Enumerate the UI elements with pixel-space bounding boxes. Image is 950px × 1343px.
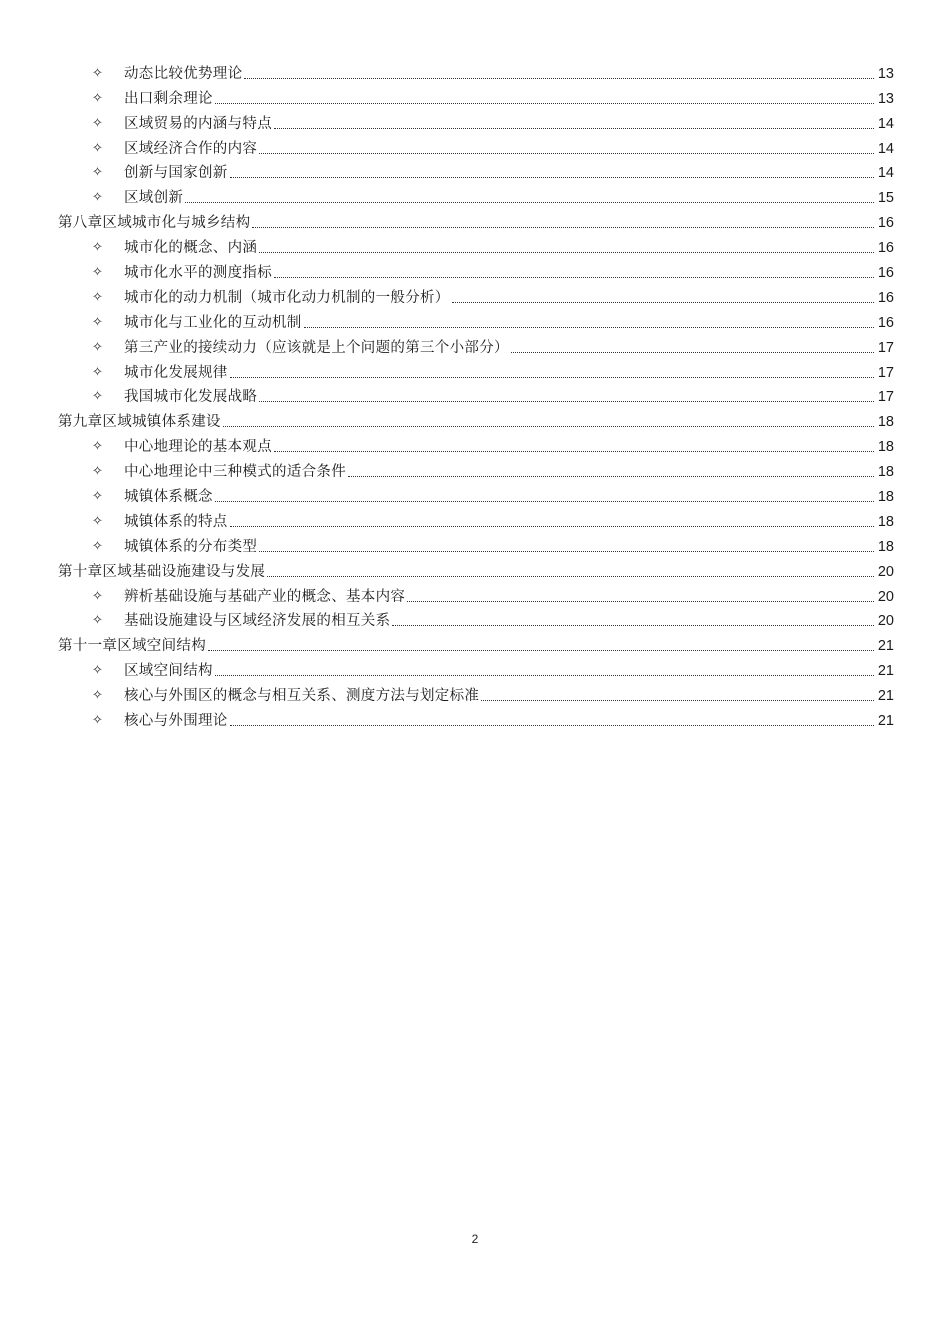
toc-entry-page-number: 20 bbox=[877, 563, 894, 580]
toc-section-entry[interactable] bbox=[58, 307, 894, 332]
toc-entry-page-number: 18 bbox=[877, 439, 894, 456]
toc-entry-page-number: 17 bbox=[877, 364, 894, 381]
diamond-star-bullet-icon: ✧ bbox=[92, 439, 103, 455]
toc-entry-page-number: 17 bbox=[877, 339, 894, 356]
toc-entry-title: 城镇体系的分布类型 bbox=[124, 538, 258, 555]
diamond-star-bullet-icon: ✧ bbox=[92, 240, 103, 256]
toc-section-entry[interactable] bbox=[58, 158, 894, 183]
dot-leader bbox=[230, 723, 874, 726]
toc-entry-page-number: 20 bbox=[877, 588, 894, 605]
toc-section-entry[interactable] bbox=[58, 182, 894, 207]
toc-section-entry[interactable] bbox=[58, 431, 894, 456]
toc-section-entry[interactable] bbox=[58, 581, 894, 606]
diamond-star-bullet-icon: ✧ bbox=[92, 65, 103, 81]
diamond-star-bullet-icon: ✧ bbox=[92, 688, 103, 704]
toc-section-entry[interactable] bbox=[58, 456, 894, 481]
dot-leader bbox=[208, 648, 874, 651]
toc-entry-page-number: 18 bbox=[877, 538, 894, 555]
dot-leader bbox=[252, 225, 874, 228]
dot-leader bbox=[348, 474, 874, 477]
diamond-star-bullet-icon: ✧ bbox=[92, 165, 103, 181]
toc-entry-title: 第十一章区域空间结构 bbox=[58, 638, 206, 655]
diamond-star-bullet-icon: ✧ bbox=[92, 140, 103, 156]
dot-leader bbox=[215, 673, 874, 676]
toc-entry-page-number: 14 bbox=[877, 140, 894, 157]
diamond-star-bullet-icon: ✧ bbox=[92, 314, 103, 330]
dot-leader bbox=[304, 325, 874, 328]
toc-entry-page-number: 16 bbox=[877, 240, 894, 257]
toc-section-entry[interactable] bbox=[58, 382, 894, 407]
toc-entry-title: 核心与外围理论 bbox=[124, 713, 228, 730]
toc-entry-title: 核心与外围区的概念与相互关系、测度方法与划定标准 bbox=[124, 688, 480, 705]
diamond-star-bullet-icon: ✧ bbox=[92, 90, 103, 106]
toc-section-entry[interactable] bbox=[58, 680, 894, 705]
toc-section-entry[interactable] bbox=[58, 531, 894, 556]
dot-leader bbox=[452, 300, 874, 303]
diamond-star-bullet-icon: ✧ bbox=[92, 364, 103, 380]
toc-entry-title: 我国城市化发展战略 bbox=[124, 389, 258, 406]
diamond-star-bullet-icon: ✧ bbox=[92, 513, 103, 529]
toc-entry-page-number: 21 bbox=[877, 713, 894, 730]
toc-section-entry[interactable] bbox=[58, 481, 894, 506]
dot-leader bbox=[267, 574, 874, 577]
toc-entry-title: 中心地理论的基本观点 bbox=[124, 439, 272, 456]
toc-entry-page-number: 18 bbox=[877, 464, 894, 481]
diamond-star-bullet-icon: ✧ bbox=[92, 613, 103, 629]
diamond-star-bullet-icon: ✧ bbox=[92, 389, 103, 405]
toc-entry-page-number: 18 bbox=[877, 414, 894, 431]
dot-leader bbox=[230, 175, 874, 178]
table-of-contents bbox=[58, 58, 894, 730]
toc-entry-title: 出口剩余理论 bbox=[124, 90, 213, 107]
diamond-star-bullet-icon: ✧ bbox=[92, 289, 103, 305]
diamond-star-bullet-icon: ✧ bbox=[92, 339, 103, 355]
toc-section-entry[interactable] bbox=[58, 108, 894, 133]
toc-entry-page-number: 16 bbox=[877, 215, 894, 232]
toc-entry-title: 第九章区域城镇体系建设 bbox=[58, 414, 221, 431]
toc-entry-title: 区域贸易的内涵与特点 bbox=[124, 115, 272, 132]
toc-section-entry[interactable] bbox=[58, 133, 894, 158]
toc-section-entry[interactable] bbox=[58, 83, 894, 108]
toc-section-entry[interactable] bbox=[58, 357, 894, 382]
diamond-star-bullet-icon: ✧ bbox=[92, 190, 103, 206]
toc-chapter-entry[interactable] bbox=[58, 556, 894, 581]
dot-leader bbox=[274, 449, 874, 452]
toc-entry-title: 第八章区域城市化与城乡结构 bbox=[58, 215, 251, 232]
toc-entry-title: 第十章区域基础设施建设与发展 bbox=[58, 563, 266, 580]
toc-section-entry[interactable] bbox=[58, 58, 894, 83]
dot-leader bbox=[215, 499, 874, 502]
dot-leader bbox=[511, 350, 874, 353]
dot-leader bbox=[259, 399, 874, 402]
toc-entry-title: 区域空间结构 bbox=[124, 663, 213, 680]
toc-entry-title: 动态比较优势理论 bbox=[124, 65, 243, 82]
diamond-star-bullet-icon: ✧ bbox=[92, 464, 103, 480]
dot-leader bbox=[244, 76, 874, 79]
toc-entry-page-number: 18 bbox=[877, 513, 894, 530]
toc-section-entry[interactable] bbox=[58, 332, 894, 357]
toc-entry-title: 城市化的动力机制（城市化动力机制的一般分析） bbox=[124, 289, 450, 306]
toc-section-entry[interactable] bbox=[58, 705, 894, 730]
toc-entry-page-number: 21 bbox=[877, 663, 894, 680]
toc-entry-title: 城镇体系的特点 bbox=[124, 513, 228, 530]
dot-leader bbox=[259, 151, 874, 154]
toc-entry-page-number: 21 bbox=[877, 638, 894, 655]
dot-leader bbox=[407, 599, 874, 602]
diamond-star-bullet-icon: ✧ bbox=[92, 588, 103, 604]
diamond-star-bullet-icon: ✧ bbox=[92, 115, 103, 131]
toc-entry-page-number: 14 bbox=[877, 115, 894, 132]
toc-entry-title: 辨析基础设施与基础产业的概念、基本内容 bbox=[124, 588, 406, 605]
toc-entry-page-number: 21 bbox=[877, 688, 894, 705]
diamond-star-bullet-icon: ✧ bbox=[92, 489, 103, 505]
toc-entry-page-number: 13 bbox=[877, 65, 894, 82]
toc-entry-title: 城市化发展规律 bbox=[124, 364, 228, 381]
dot-leader bbox=[259, 549, 874, 552]
toc-section-entry[interactable] bbox=[58, 257, 894, 282]
toc-section-entry[interactable] bbox=[58, 232, 894, 257]
toc-entry-page-number: 13 bbox=[877, 90, 894, 107]
toc-entry-page-number: 16 bbox=[877, 289, 894, 306]
toc-entry-title: 区域经济合作的内容 bbox=[124, 140, 258, 157]
toc-entry-page-number: 16 bbox=[877, 265, 894, 282]
toc-entry-page-number: 16 bbox=[877, 314, 894, 331]
toc-entry-page-number: 17 bbox=[877, 389, 894, 406]
toc-section-entry[interactable] bbox=[58, 506, 894, 531]
diamond-star-bullet-icon: ✧ bbox=[92, 265, 103, 281]
toc-entry-title: 中心地理论中三种模式的适合条件 bbox=[124, 464, 346, 481]
toc-entry-title: 区域创新 bbox=[124, 190, 184, 207]
toc-section-entry[interactable] bbox=[58, 282, 894, 307]
dot-leader bbox=[274, 275, 874, 278]
toc-chapter-entry[interactable] bbox=[58, 207, 894, 232]
toc-entry-page-number: 15 bbox=[877, 190, 894, 207]
dot-leader bbox=[223, 424, 874, 427]
dot-leader bbox=[185, 200, 874, 203]
page-number: 2 bbox=[471, 1232, 479, 1246]
dot-leader bbox=[215, 101, 874, 104]
toc-entry-title: 创新与国家创新 bbox=[124, 165, 228, 182]
dot-leader bbox=[230, 524, 874, 527]
toc-chapter-entry[interactable] bbox=[58, 630, 894, 655]
toc-entry-page-number: 20 bbox=[877, 613, 894, 630]
toc-section-entry[interactable] bbox=[58, 655, 894, 680]
toc-entry-title: 基础设施建设与区域经济发展的相互关系 bbox=[124, 613, 391, 630]
toc-section-entry[interactable] bbox=[58, 606, 894, 631]
toc-entry-title: 城市化的概念、内涵 bbox=[124, 240, 258, 257]
dot-leader bbox=[230, 375, 874, 378]
toc-entry-title: 城市化与工业化的互动机制 bbox=[124, 314, 302, 331]
dot-leader bbox=[259, 250, 874, 253]
dot-leader bbox=[392, 623, 874, 626]
diamond-star-bullet-icon: ✧ bbox=[92, 663, 103, 679]
diamond-star-bullet-icon: ✧ bbox=[92, 713, 103, 729]
dot-leader bbox=[274, 126, 874, 129]
toc-chapter-entry[interactable] bbox=[58, 406, 894, 431]
toc-entry-title: 城市化水平的测度指标 bbox=[124, 265, 272, 282]
toc-entry-page-number: 18 bbox=[877, 489, 894, 506]
diamond-star-bullet-icon: ✧ bbox=[92, 538, 103, 554]
toc-entry-page-number: 14 bbox=[877, 165, 894, 182]
toc-entry-title: 城镇体系概念 bbox=[124, 489, 213, 506]
toc-entry-title: 第三产业的接续动力（应该就是上个问题的第三个小部分） bbox=[124, 339, 509, 356]
dot-leader bbox=[481, 698, 874, 701]
